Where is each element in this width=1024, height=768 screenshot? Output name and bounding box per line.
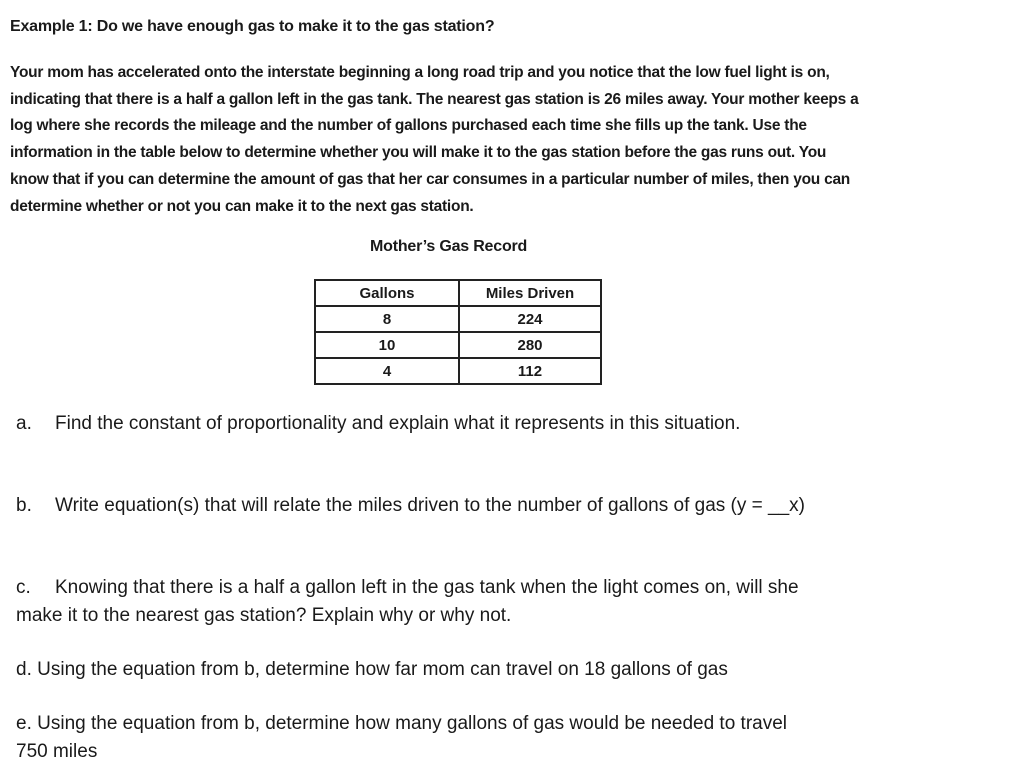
table-header-row xyxy=(315,280,601,306)
question-b-label: b. xyxy=(16,495,32,516)
table-row xyxy=(315,306,601,332)
header-miles-driven: Miles Driven xyxy=(459,280,601,306)
question-e-line1: e. Using the equation from b, determine how many gallons of gas would be needed to travel xyxy=(16,713,788,734)
table-row xyxy=(315,358,601,384)
question-c-line1 xyxy=(16,574,976,602)
problem-paragraph xyxy=(10,60,1010,220)
gas-record-table xyxy=(314,279,602,385)
paragraph-line: determine whether or not you can make it to the next gas station. xyxy=(10,197,474,215)
question-e-line2: 750 miles xyxy=(16,741,98,762)
question-a-label: a. xyxy=(16,413,32,434)
paragraph-line: indicating that there is a half a gallon left in the gas tank. The nearest gas station is 26 miles away. Your mother keeps a xyxy=(10,90,859,108)
question-b xyxy=(16,492,976,520)
question-c xyxy=(16,574,976,630)
paragraph-line: log where she records the mileage and the number of gallons purchased each time she fills up the tank. Use the xyxy=(10,117,807,135)
paragraph-line: Your mom has accelerated onto the interstate beginning a long road trip and you notice that the low fuel light is on, xyxy=(10,64,830,81)
cell-miles: 224 xyxy=(459,306,601,332)
cell-miles: 280 xyxy=(459,332,601,358)
cell-miles: 112 xyxy=(459,358,601,384)
cell-gallons: 8 xyxy=(315,306,459,332)
question-a-text: Find the constant of proportionality and explain what it represents in this situation. xyxy=(55,413,741,434)
cell-gallons: 10 xyxy=(315,332,459,358)
table-title: Mother’s Gas Record xyxy=(370,238,528,255)
question-d: d. Using the equation from b, determine how far mom can travel on 18 gallons of gas xyxy=(16,659,728,680)
paragraph-line: information in the table below to determine whether you will make it to the gas station before the gas runs out. You xyxy=(10,144,827,162)
paragraph-line: know that if you can determine the amount of gas that her car consumes in a particular number of miles, then you can xyxy=(10,170,851,188)
question-e xyxy=(16,710,976,766)
question-a xyxy=(16,410,976,438)
question-b-text: Write equation(s) that will relate the miles driven to the number of gallons of gas (y = __x) xyxy=(55,495,805,516)
table-row xyxy=(315,332,601,358)
header-gallons: Gallons xyxy=(315,280,459,306)
question-c-line2: make it to the nearest gas station? Explain why or why not. xyxy=(16,605,512,626)
cell-gallons: 4 xyxy=(315,358,459,384)
question-c-label: c. xyxy=(16,577,31,598)
example-title: Example 1: Do we have enough gas to make it to the gas station? xyxy=(10,18,495,35)
question-c-text: Knowing that there is a half a gallon left in the gas tank when the light comes on, will she xyxy=(55,577,799,598)
